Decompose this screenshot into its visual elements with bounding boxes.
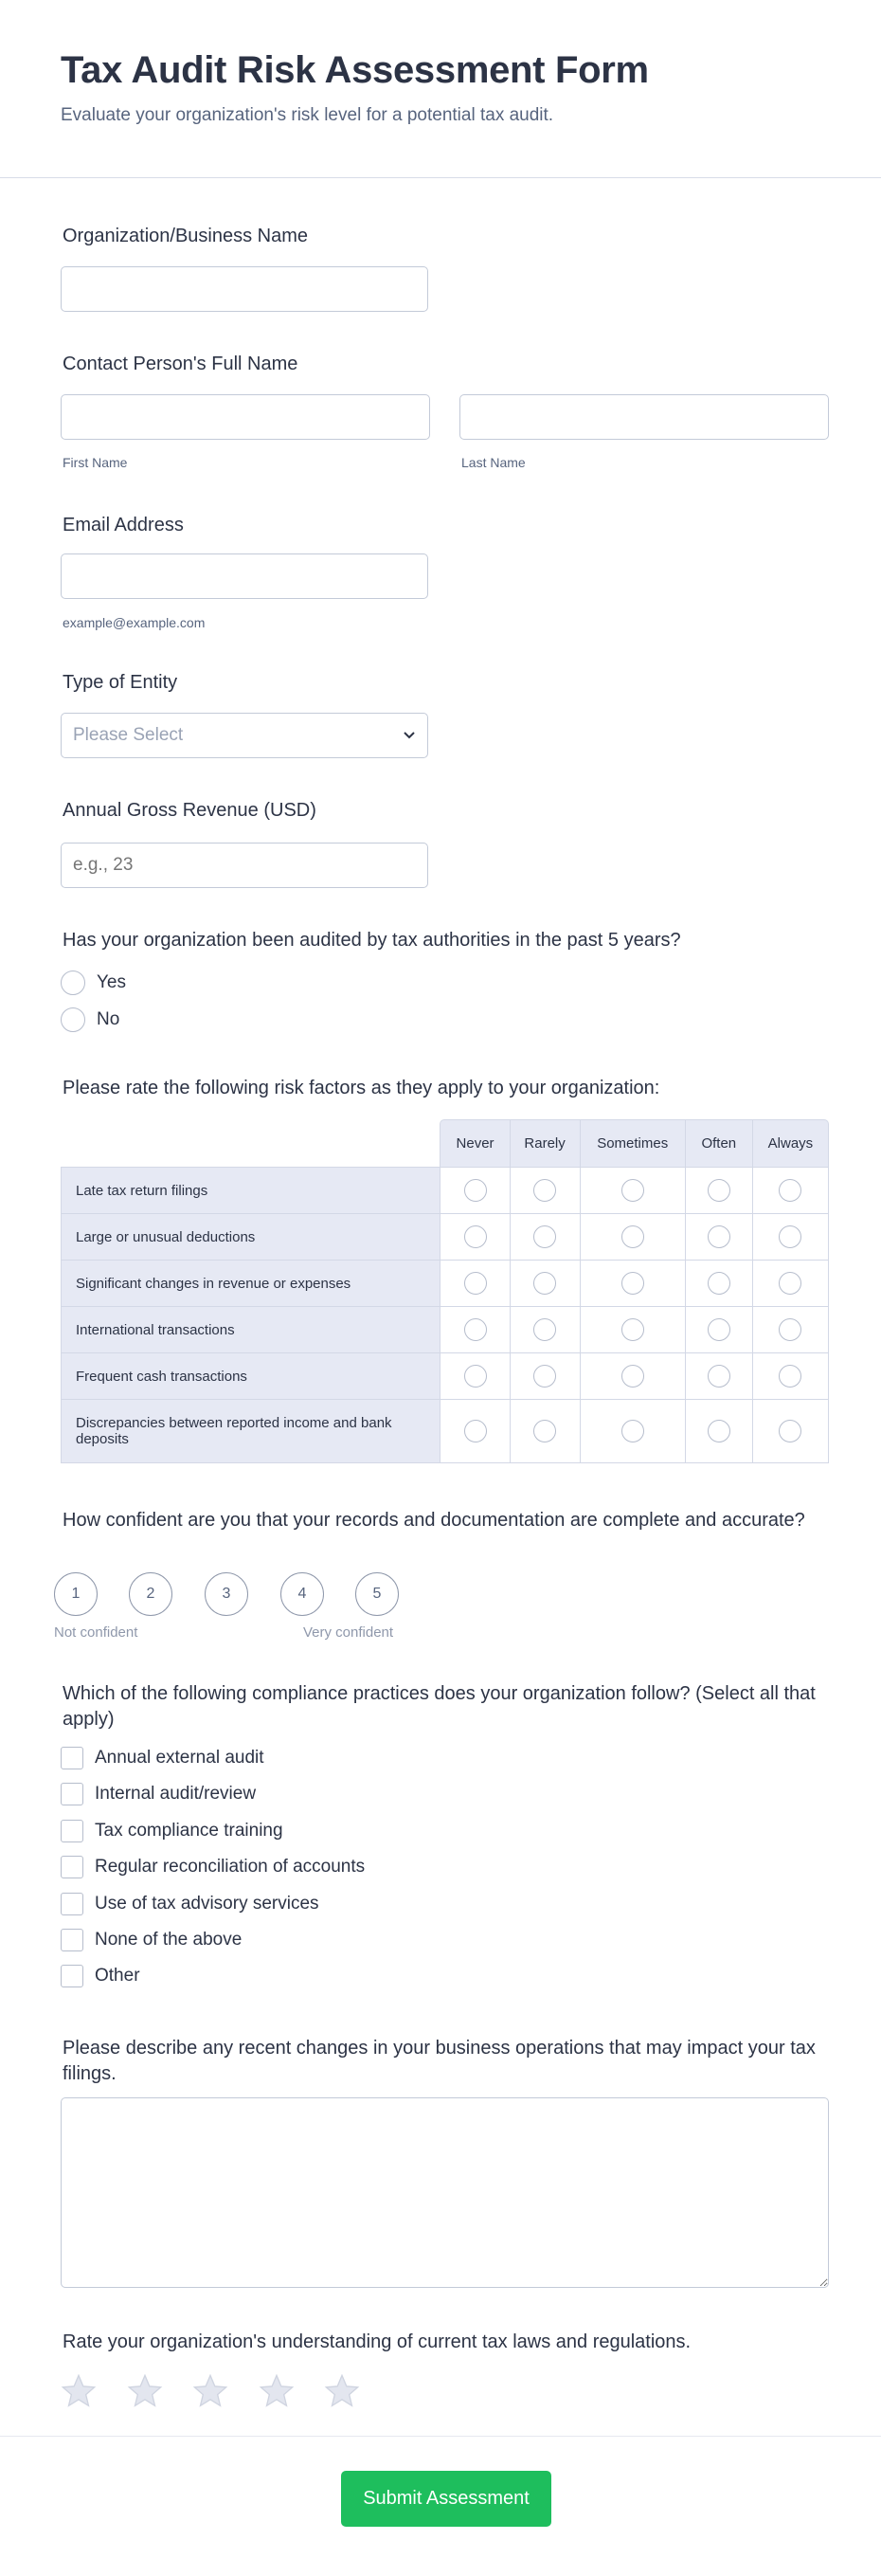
first-name-sublabel: First Name: [63, 455, 128, 470]
matrix-radio[interactable]: [464, 1420, 487, 1442]
matrix-cell: [510, 1213, 580, 1260]
changes-label: Please describe any recent changes in your business operations that may impact your tax filings.: [63, 2038, 816, 2084]
matrix-radio[interactable]: [708, 1225, 730, 1248]
matrix-cell: [510, 1167, 580, 1213]
matrix-radio[interactable]: [779, 1365, 801, 1388]
matrix-radio[interactable]: [621, 1365, 644, 1388]
scale-option-4[interactable]: 4: [280, 1572, 324, 1616]
matrix-cell: [510, 1260, 580, 1306]
practices-label: Which of the following compliance practices does your organization follow? (Select all that apply): [63, 1683, 816, 1730]
org-name-label: Organization/Business Name: [63, 226, 309, 246]
matrix-cell: [580, 1352, 685, 1399]
matrix-col-header: Always: [752, 1119, 829, 1167]
practice-option[interactable]: [61, 1893, 319, 1915]
matrix-col-header: Often: [685, 1119, 752, 1167]
option-label: Regular reconciliation of accounts: [95, 1857, 366, 1878]
entity-select-value: Please Select: [73, 725, 184, 745]
audited-option-yes[interactable]: [61, 971, 126, 995]
matrix-radio[interactable]: [464, 1179, 487, 1202]
matrix-radio[interactable]: [621, 1420, 644, 1442]
scale-option-2[interactable]: 2: [129, 1572, 172, 1616]
matrix-radio[interactable]: [779, 1272, 801, 1295]
chevron-down-icon: [403, 731, 416, 740]
matrix-radio[interactable]: [533, 1272, 556, 1295]
org-name-input[interactable]: [61, 266, 428, 312]
matrix-radio[interactable]: [533, 1318, 556, 1341]
scale-option-1[interactable]: 1: [54, 1572, 98, 1616]
matrix-radio[interactable]: [708, 1179, 730, 1202]
matrix-cell: [440, 1306, 509, 1352]
matrix-row-label: Discrepancies between reported income and bank deposits: [61, 1399, 440, 1463]
matrix-cell: [685, 1399, 752, 1463]
matrix-cell: [440, 1213, 509, 1260]
email-sublabel: example@example.com: [63, 615, 206, 630]
matrix-row: [61, 1352, 829, 1399]
matrix-cell: [685, 1213, 752, 1260]
matrix-corner: [61, 1119, 440, 1167]
form-title: Tax Audit Risk Assessment Form: [61, 49, 649, 91]
scale-option-5[interactable]: 5: [355, 1572, 399, 1616]
email-label: Email Address: [63, 515, 184, 535]
star-icon[interactable]: [258, 2372, 296, 2410]
matrix-cell: [440, 1167, 509, 1213]
option-label: Annual external audit: [95, 1748, 264, 1768]
matrix-cell: [440, 1260, 509, 1306]
scale-low-label: Not confident: [54, 1624, 138, 1641]
matrix-radio[interactable]: [708, 1272, 730, 1295]
matrix-row: [61, 1213, 829, 1260]
matrix-radio[interactable]: [533, 1365, 556, 1388]
last-name-input[interactable]: [459, 394, 829, 440]
radio-button[interactable]: [61, 1007, 85, 1032]
email-input[interactable]: [61, 553, 428, 599]
star-icon[interactable]: [60, 2372, 98, 2410]
contact-label: Contact Person's Full Name: [63, 354, 298, 374]
form-subtitle: Evaluate your organization's risk level for a potential tax audit.: [61, 105, 554, 125]
matrix-cell: [752, 1352, 829, 1399]
checkbox[interactable]: [61, 1893, 83, 1915]
matrix-cell: [510, 1399, 580, 1463]
revenue-input[interactable]: [61, 843, 428, 888]
practice-option[interactable]: [61, 1747, 264, 1769]
matrix-radio[interactable]: [464, 1365, 487, 1388]
matrix-row-label: International transactions: [61, 1306, 440, 1352]
option-label: Yes: [97, 972, 126, 992]
matrix-radio[interactable]: [464, 1318, 487, 1341]
radio-button[interactable]: [61, 971, 85, 995]
matrix-row-label: Late tax return filings: [61, 1167, 440, 1213]
option-label: Use of tax advisory services: [95, 1893, 319, 1914]
matrix-radio[interactable]: [533, 1225, 556, 1248]
matrix-radio[interactable]: [779, 1318, 801, 1341]
matrix-cell: [685, 1352, 752, 1399]
matrix-radio[interactable]: [621, 1318, 644, 1341]
audited-option-no[interactable]: [61, 1007, 119, 1032]
matrix-cell: [440, 1352, 509, 1399]
practice-option[interactable]: [61, 1856, 365, 1878]
practice-option[interactable]: [61, 1965, 140, 1987]
checkbox[interactable]: [61, 1856, 83, 1878]
matrix-cell: [580, 1306, 685, 1352]
confidence-label: How confident are you that your records and documentation are complete and accurate?: [63, 1510, 805, 1531]
matrix-row-label: Large or unusual deductions: [61, 1213, 440, 1260]
matrix-col-header: Rarely: [510, 1119, 580, 1167]
submit-button[interactable]: Submit Assessment: [341, 2471, 551, 2527]
matrix-radio[interactable]: [621, 1272, 644, 1295]
matrix-row-label: Significant changes in revenue or expenses: [61, 1260, 440, 1306]
matrix-row: [61, 1260, 829, 1306]
footer-divider: [0, 2436, 881, 2437]
matrix-radio[interactable]: [708, 1420, 730, 1442]
checkbox[interactable]: [61, 1747, 83, 1769]
option-label: Tax compliance training: [95, 1820, 283, 1841]
matrix-cell: [752, 1306, 829, 1352]
matrix-radio[interactable]: [533, 1179, 556, 1202]
matrix-row: [61, 1306, 829, 1352]
revenue-label: Annual Gross Revenue (USD): [63, 800, 316, 821]
checkbox[interactable]: [61, 1783, 83, 1805]
entity-select[interactable]: [61, 713, 428, 758]
matrix-radio[interactable]: [708, 1365, 730, 1388]
practice-option[interactable]: [61, 1929, 242, 1951]
matrix-radio[interactable]: [464, 1272, 487, 1295]
matrix-cell: [685, 1260, 752, 1306]
matrix-radio[interactable]: [779, 1420, 801, 1442]
option-label: None of the above: [95, 1930, 243, 1950]
scale-high-label: Very confident: [303, 1624, 394, 1641]
matrix-radio[interactable]: [464, 1225, 487, 1248]
checkbox[interactable]: [61, 1965, 83, 1987]
matrix-row-label: Frequent cash transactions: [61, 1352, 440, 1399]
star-icon[interactable]: [126, 2372, 164, 2410]
matrix-cell: [580, 1260, 685, 1306]
matrix-cell: [685, 1306, 752, 1352]
matrix-cell: [685, 1167, 752, 1213]
matrix-row: [61, 1167, 829, 1213]
matrix-radio[interactable]: [708, 1318, 730, 1341]
matrix-cell: [752, 1167, 829, 1213]
matrix-label: Please rate the following risk factors as they apply to your organization:: [63, 1078, 660, 1098]
audited-label: Has your organization been audited by tax authorities in the past 5 years?: [63, 930, 681, 951]
option-label: Internal audit/review: [95, 1784, 257, 1805]
last-name-sublabel: Last Name: [461, 455, 526, 470]
matrix-radio[interactable]: [779, 1179, 801, 1202]
matrix-col-header: Sometimes: [580, 1119, 685, 1167]
option-label: Other: [95, 1966, 140, 1986]
matrix-cell: [580, 1213, 685, 1260]
option-label: No: [97, 1009, 120, 1029]
matrix-radio[interactable]: [779, 1225, 801, 1248]
matrix-cell: [752, 1213, 829, 1260]
matrix-col-header: Never: [440, 1119, 509, 1167]
first-name-input[interactable]: [61, 394, 430, 440]
entity-label: Type of Entity: [63, 672, 178, 693]
matrix-cell: [580, 1399, 685, 1463]
star-icon[interactable]: [191, 2372, 229, 2410]
risk-matrix: [61, 1119, 829, 1463]
practice-option[interactable]: [61, 1820, 283, 1842]
matrix-cell: [440, 1399, 509, 1463]
matrix-cell: [510, 1352, 580, 1399]
checkbox[interactable]: [61, 1820, 83, 1842]
matrix-radio[interactable]: [533, 1420, 556, 1442]
matrix-radio[interactable]: [621, 1179, 644, 1202]
star-icon[interactable]: [323, 2372, 361, 2410]
matrix-cell: [752, 1260, 829, 1306]
changes-textarea[interactable]: [61, 2097, 829, 2288]
practice-option[interactable]: [61, 1783, 256, 1805]
matrix-cell: [510, 1306, 580, 1352]
checkbox[interactable]: [61, 1929, 83, 1951]
header-divider: [0, 177, 881, 178]
matrix-cell: [752, 1399, 829, 1463]
scale-option-3[interactable]: 3: [205, 1572, 248, 1616]
matrix-cell: [580, 1167, 685, 1213]
understanding-label: Rate your organization's understanding of current tax laws and regulations.: [63, 2331, 692, 2352]
matrix-radio[interactable]: [621, 1225, 644, 1248]
matrix-row: [61, 1399, 829, 1463]
